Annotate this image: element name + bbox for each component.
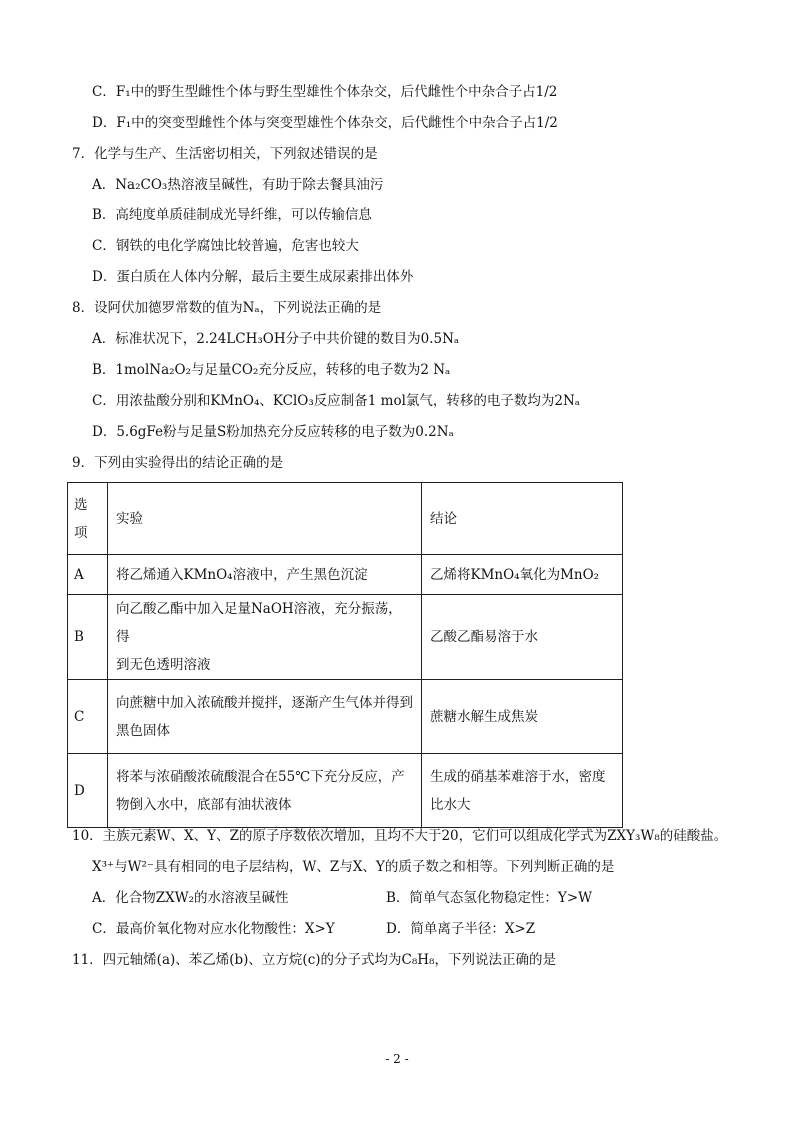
row-conclusion: 乙烯将KMnO₄氧化为MnO₂ [422, 555, 623, 595]
table-row [68, 555, 623, 595]
row-option: A [68, 555, 108, 595]
row-option: C [68, 680, 108, 754]
row-experiment: 将苯与浓硝酸浓硫酸混合在55℃下充分反应，产 物倒入水中，底部有油状液体 [108, 754, 422, 828]
table-row [68, 754, 623, 828]
experiment-table [67, 482, 623, 828]
row-option: B [68, 595, 108, 680]
header-option: 选 项 [68, 483, 108, 555]
q7-stem: 7．化学与生产、生活密切相关，下列叙述错误的是 [72, 146, 378, 162]
q10-stem-line1: 10．主族元素W、X、Y、Z的原子序数依次增加，且均不大于20，它们可以组成化学式为ZXY₃W₈的硅酸盐。 [72, 828, 728, 844]
q10-option-c: C．最高价氧化物对应水化物酸性：X>Y [92, 921, 335, 937]
header-experiment: 实验 [108, 483, 422, 555]
table-row [68, 680, 623, 754]
row-experiment: 向乙酸乙酯中加入足量NaOH溶液，充分振荡，得 到无色透明溶液 [108, 595, 422, 680]
page-number: - 2 - [385, 1052, 409, 1066]
row-experiment: 向蔗糖中加入浓硫酸并搅拌，逐渐产生气体并得到 黑色固体 [108, 680, 422, 754]
q7-option-d: D．蛋白质在人体内分解，最后主要生成尿素排出体外 [92, 269, 414, 285]
q9-stem: 9．下列由实验得出的结论正确的是 [72, 455, 284, 471]
q10-option-a: A．化合物ZXW₂的水溶液呈碱性 [92, 890, 289, 906]
table-row [68, 595, 623, 680]
q7-option-a: A．Na₂CO₃热溶液呈碱性，有助于除去餐具油污 [92, 177, 384, 193]
row-conclusion: 乙酸乙酯易溶于水 [422, 595, 623, 680]
row-experiment: 将乙烯通入KMnO₄溶液中，产生黑色沉淀 [108, 555, 422, 595]
q8-option-d: D．5.6gFe粉与足量S粉加热充分反应转移的电子数为0.2Nₐ [92, 424, 454, 440]
q10-stem-line2: X³⁺与W²⁻具有相同的电子层结构，W、Z与X、Y的质子数之和相等。下列判断正确的是 [92, 859, 615, 875]
q7-option-c: C．钢铁的电化学腐蚀比较普遍，危害也较大 [92, 238, 359, 254]
header-conclusion: 结论 [422, 483, 623, 555]
q8-option-c: C．用浓盐酸分别和KMnO₄、KClO₃反应制备1 mol氯气，转移的电子数均为2Nₐ [92, 393, 580, 409]
q11-stem: 11．四元轴烯(a)、苯乙烯(b)、立方烷(c)的分子式均为C₈H₈，下列说法正确的是 [72, 952, 556, 968]
q7-option-b: B．高纯度单质硅制成光导纤维，可以传输信息 [92, 207, 372, 223]
q8-option-b: B．1molNa₂O₂与足量CO₂充分反应，转移的电子数为2 Nₐ [92, 362, 451, 378]
q8-option-a: A．标准状况下，2.24LCH₃OH分子中共价键的数目为0.5Nₐ [92, 331, 460, 347]
table-header-row [68, 483, 623, 555]
row-conclusion: 蔗糖水解生成焦炭 [422, 680, 623, 754]
q10-option-b: B．简单气态氢化物稳定性：Y>W [386, 890, 593, 906]
q10-option-d: D．简单离子半径：X>Z [386, 921, 536, 937]
q6-option-c: C．F₁中的野生型雌性个体与野生型雄性个体杂交，后代雌性个中杂合子占1/2 [92, 84, 558, 100]
q6-option-d: D．F₁中的突变型雌性个体与突变型雄性个体杂交，后代雌性个中杂合子占1/2 [92, 115, 558, 131]
row-option: D [68, 754, 108, 828]
row-conclusion: 生成的硝基苯难溶于水，密度 比水大 [422, 754, 623, 828]
q8-stem: 8．设阿伏加德罗常数的值为Nₐ，下列说法正确的是 [72, 300, 382, 316]
